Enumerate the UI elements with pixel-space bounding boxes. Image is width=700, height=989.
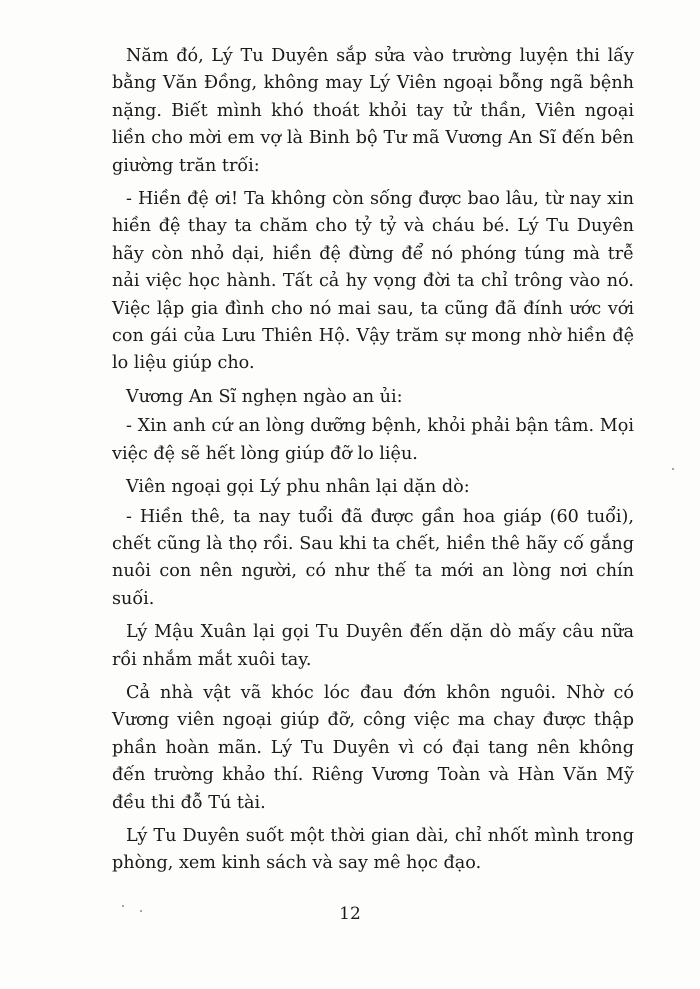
paragraph-4: - Xin anh cứ an lòng dưỡng bệnh, khỏi phải bận tâm. Mọi việc đệ sẽ hết lòng giúp đỡ lo liệu.	[112, 416, 634, 464]
paragraph-5: Viên ngoại gọi Lý phu nhân lại dặn dò:	[126, 477, 470, 498]
paragraph-7: Lý Mậu Xuân lại gọi Tu Duyên đến dặn dò mấy câu nữa rồi nhắm mắt xuôi tay.	[112, 622, 634, 670]
body-text	[112, 43, 634, 884]
scan-speck	[122, 905, 124, 907]
page-number: 12	[339, 904, 361, 924]
scan-speck	[672, 468, 674, 470]
paragraph-3: Vương An Sĩ nghẹn ngào an ủi:	[126, 386, 403, 407]
paragraph-9: Lý Tu Duyên suốt một thời gian dài, chỉ nhốt mình trong phòng, xem kinh sách và say mê học đạo.	[112, 825, 634, 874]
scan-speck	[140, 910, 142, 912]
paragraph-1: Năm đó, Lý Tu Duyên sắp sửa vào trường luyện thi lấy bằng Văn Đồng, không may Lý Viên ngoại bỗng ngã bệnh nặng. Biết mình khó thoát khỏi tay tử thần, Viên ngoại liền cho mời em vợ là Binh bộ Tư mã Vương An Sĩ đến bên giường trăn trối:	[112, 46, 634, 176]
paragraph-2: - Hiền đệ ơi! Ta không còn sống được bao lâu, từ nay xin hiền đệ thay ta chăm cho tỷ tỷ và cháu bé. Lý Tu Duyên hãy còn nhỏ dại, hiền đệ đừng để nó phóng túng mà trễ nải việc học hành. Tất cả hy vọng đời ta chỉ trông vào nó. Việc lập gia đình cho nó mai sau, ta cũng đã đính ước với con gái của Lưu Thiên Hộ. Vậy trăm sự mong nhờ hiền đệ lo liệu giúp cho.	[112, 189, 634, 374]
paragraph-8: Cả nhà vật vã khóc lóc đau đớn khôn nguôi. Nhờ có Vương viên ngoại giúp đỡ, công việc ma chay được thập phần hoàn mãn. Lý Tu Duyên vì có đại tang nên không đến trường khảo thí. Riêng Vương Toàn và Hàn Văn Mỹ đều thi đỗ Tú tài.	[112, 682, 634, 813]
paragraph-6: - Hiền thê, ta nay tuổi đã được gần hoa giáp (60 tuổi), chết cũng là thọ rồi. Sau khi ta chết, hiền thê hãy cố gắng nuôi con nên người, có như thế ta mới an lòng nơi chín suối.	[112, 506, 634, 609]
